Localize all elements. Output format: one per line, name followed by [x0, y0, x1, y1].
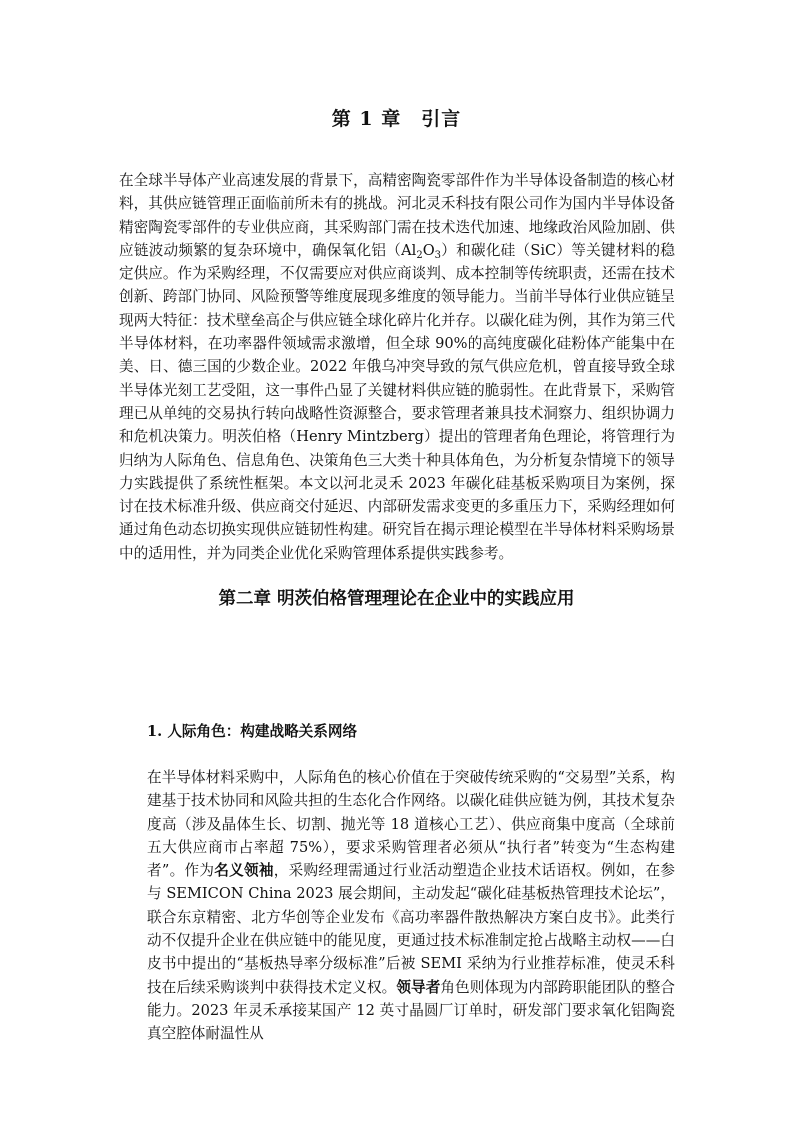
- intro-text-part1: 在全球半导体产业高速发展的背景下，高精密陶瓷零部件作为半导体设备制造的核心材料，其供应链管理正面临前所未有的挑战。河北灵禾科技有限公司作为国内半导体设备精密陶瓷零部件的专业供应商，其采购部门需在技术迭代加速、地缘政治风险加剧、供应链波动频繁的复杂环境中，确保氧化铝（Al: [119, 172, 675, 259]
- bold-term-figurehead: 名义领袖: [214, 862, 274, 880]
- formula-subscript-2: 2: [416, 249, 423, 261]
- bold-term-leader: 领导者: [396, 978, 441, 996]
- intro-text-part2: ）和碳化硅（SiC）等关键材料的稳定供应。作为采购经理，不仅需要应对供应商谈判、成本控制等传统职责，还需在技术创新、跨部门协同、风险预警等维度展现多维度的领导能力。当前半导体行业供应链呈现两大特征：技术壁垒高企与供应链全球化碎片化并存。以碳化硅为例，其作为第三代半导体材料，在功率器件领域需求激增，但全球 90%的高纯度碳化硅粉体产能集中在美、日、德三国的少数企业。2022 年俄乌冲突导致的氖气供应危机，曾直接导致全球半导体光刻工艺受阻，这一事件凸显了关键材料供应链的脆弱性。在此背景下，采购管理已从单纯的交易执行转向战略性资源整合，要求管理者兼具技术洞察力、组织协调力和危机决策力。明茨伯格（Henry Mintzberg）提出的管理者角色理论，将管理行为归纳为人际角色、信息角色、决策角色三大类十种具体角色，为分析复杂情境下的领导力实践提供了系统性框架。本文以河北灵禾 2023 年碳化硅基板采购项目为案例，探讨在技术标准升级、供应商交付延迟、内部研发需求变更的多重压力下，采购经理如何通过角色动态切换实现供应链韧性构建。研究旨在揭示理论模型在半导体材料采购场景中的适用性，并为同类企业优化采购管理体系提供实践参考。: [119, 241, 675, 562]
- section-1-text-b: ，采购经理需通过行业活动塑造企业技术话语权。例如，在参与 SEMICON China 2023 展会期间，主动发起“碳化硅基板热管理技术论坛”，联合东京精密、北方华创等企业发布《高功率器件散热解决方案白皮书》。此类行动不仅提升企业在供应链中的能见度，更通过技术标准制定抢占战略主动权——白皮书中提出的“基板热导率分级标准”后被 SEMI 采纳为行业推荐标准，使灵禾科技在后续采购谈判中获得技术定义权。: [147, 862, 675, 996]
- section-1-paragraph: [147, 766, 675, 1046]
- formula-subscript-3: 3: [434, 249, 442, 261]
- section-1-text-a: 在半导体材料采购中，人际角色的核心价值在于突破传统采购的“交易型”关系，构建基于技术协同和风险共担的生态化合作网络。以碳化硅供应链为例，其技术复杂度高（涉及晶体生长、切割、抛光等 18 道核心工艺）、供应商集中度高（全球前五大供应商市占率超 75%），要求采购管理者必须从“执行者”转变为“生态构建者”。作为: [147, 769, 675, 880]
- chapter-1-title: 第 1 章 引言: [331, 108, 462, 130]
- formula-oxygen: O: [422, 241, 435, 259]
- chapter-2-title: 第二章 明茨伯格管理理论在企业中的实践应用: [218, 589, 575, 609]
- section-1-title: 1. 人际角色：构建战略关系网络: [147, 723, 358, 740]
- intro-paragraph: [119, 169, 675, 565]
- section-1-text-c: 角色则体现为内部跨职能团队的整合能力。2023 年灵禾承接某国产 12 英寸晶圆厂订单时，研发部门要求氧化铝陶瓷真空腔体耐温性从: [147, 978, 675, 1043]
